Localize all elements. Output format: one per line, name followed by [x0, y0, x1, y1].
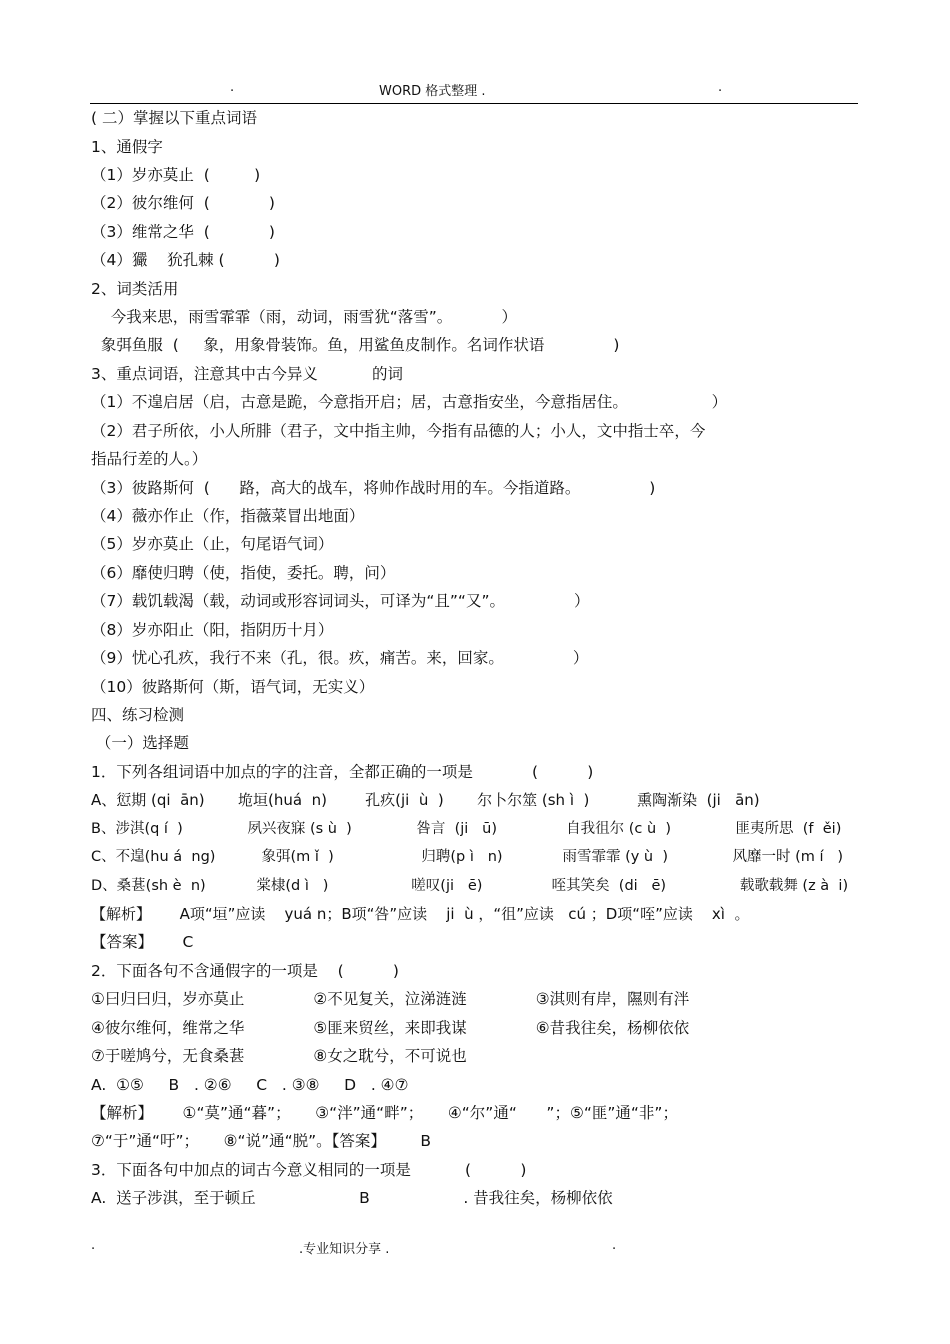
header-title: WORD 格式整理 .: [379, 84, 486, 99]
text-line: （10）彼路斯何（斯，语气词，无实义）: [91, 678, 375, 696]
options-2: A. ①⑤ B . ②⑥ C . ③⑧ D . ④⑦: [91, 1076, 409, 1094]
text-line: ⑦于嗟鸠兮，无食桑葚 ⑧女之耽兮，不可说也: [91, 1047, 467, 1065]
option-d: D、桑葚(sh è n) 棠棣(d ì ) 嗟叹(ji ē) 咥其笑矣 (di ē) 载歌载舞 (z à i): [91, 878, 849, 894]
text-line: 指品行差的人。）: [91, 450, 208, 468]
option-a: A、愆期 (qi ān) 垝垣(huá n) 孔疚(ji ù ) 尔卜尔筮 (sh ì ) 熏陶渐染 (ji ān): [91, 791, 760, 809]
text-line: 象弭鱼服 ( 象，用象骨装饰。鱼，用鲨鱼皮制作。名词作状语 ): [91, 336, 620, 354]
text-line: 今我来思，雨雪霏霏（雨，动词，雨雪犹“落雪”。 ）: [91, 308, 518, 326]
text-line: （7）载饥载渴（载，动词或形容词词头，可译为“且”“又”。 ）: [91, 592, 590, 610]
question-3: 3．下面各句中加点的词古今意义相同的一项是 ( ): [91, 1161, 527, 1179]
text-line: ④彼尔维何，维常之华 ⑤匪来贸丝，来即我谋 ⑥昔我往矣，杨柳依依: [91, 1019, 690, 1037]
footer-right-dot: .: [612, 1238, 617, 1253]
option-b: B、涉淇(q í ) 夙兴夜寐 (s ù ) 咎言 (ji ū) 自我徂尔 (c ù ) 匪夷所思 (f ěi): [91, 821, 842, 837]
text-line: （9）忧心孔疚，我行不来（孔，很。疚，痛苦。来，回家。 ）: [91, 649, 589, 667]
text-line: 3、重点词语，注意其中古今异义 的词: [91, 365, 404, 383]
header-right-dot: .: [718, 80, 723, 95]
analysis-1: 【解析】 A项“垣”应读 yuá n；B项“咎”应读 ji ù ，“徂”应读 cú ；D项“咥”应读 xì 。: [91, 905, 750, 923]
text-line: ①曰归曰归，岁亦莫止 ②不见复关，泣涕涟涟 ③淇则有岸，隰则有泮: [91, 990, 690, 1008]
text-line: （3）彼路斯何 ( 路，高大的战车，将帅作战时用的车。今指道路。 ): [91, 479, 656, 497]
text-line: 1、通假字: [91, 138, 163, 156]
text-line: A. 送子涉淇，至于顿丘 B . 昔我往矣，杨柳依依: [91, 1189, 613, 1207]
text-line: （1）岁亦莫止 ( ): [91, 166, 261, 184]
text-line: 2、词类活用: [91, 280, 179, 298]
answer-1: 【答案】 C: [91, 933, 194, 951]
text-line: （3）维常之华 ( ): [91, 223, 275, 241]
text-line: （6）靡使归聘（使，指使，委托。聘，问）: [91, 564, 396, 582]
text-line: （2）彼尔维何 ( ): [91, 194, 275, 212]
section-heading-practice: 四、练习检测: [91, 706, 185, 724]
text-line: （一）选择题: [91, 734, 189, 752]
question-2: 2．下面各句不含通假字的一项是 ( ): [91, 962, 399, 980]
question-1: 1．下列各组词语中加点的字的注音，全都正确的一项是 ( ): [91, 763, 594, 781]
text-line: （2）君子所依，小人所腓（君子，文中指主帅，今指有品德的人；小人，文中指士卒，今: [91, 422, 706, 440]
text-line: （1）不遑启居（启，古意是跪，今意指开启；居，古意指安坐，今意指居住。 ）: [91, 393, 728, 411]
footer-title: .专业知识分享 .: [299, 1242, 390, 1257]
analysis-2: 【解析】 ①“莫”通“暮”； ③“泮”通“畔”； ④“尔”通“ ”；⑤“匪”通“非”；: [91, 1104, 678, 1122]
option-c: C、不遑(hu á ng) 象弭(m ǐ ) 归聘(p ì n) 雨雪霏霏 (y ù ) 风靡一时 (m í ): [91, 849, 844, 865]
analysis-2-cont: ⑦“于”通“吁”； ⑧“说”通“脱”。【答案】 B: [91, 1132, 432, 1150]
text-line: （8）岁亦阳止（阳，指阴历十月）: [91, 621, 334, 639]
header-rule: [90, 103, 858, 104]
text-line: （4）薇亦作止（作，指薇菜冒出地面）: [91, 507, 365, 525]
text-line: （4）玁 狁孔棘 ( ): [91, 251, 280, 269]
footer-left-dot: .: [91, 1238, 96, 1253]
header-left-dot: .: [230, 80, 235, 95]
text-line: （5）岁亦莫止（止，句尾语气词）: [91, 535, 334, 553]
section-heading-key-words: ( 二）掌握以下重点词语: [91, 109, 257, 127]
